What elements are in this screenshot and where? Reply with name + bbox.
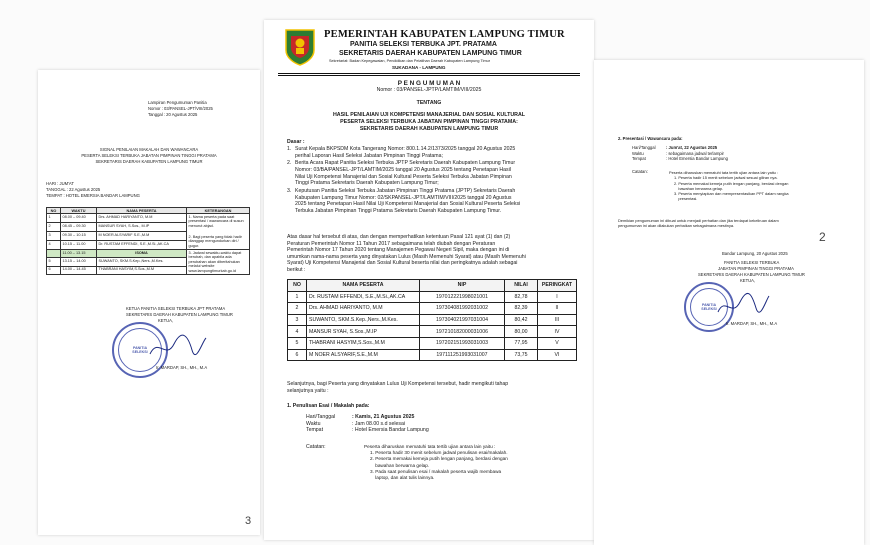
dasar-text: Tinggi Pratama Sekretaris Daerah Kabupaten Lampung Timur; [295, 180, 439, 187]
dasar-text: Terbuka Jabatan Pimpinan Tinggi Pratama Sekretaris Daerah Kabupaten Lampung Timur. [295, 207, 502, 214]
cell: 09.30 – 10.15 [61, 232, 97, 241]
cell-rank: IV [538, 326, 577, 338]
detail-value: : Kamis, 21 Agustus 2025 [352, 414, 415, 420]
sign-place: Bandar Lampung, 20 Agustus 2025 [722, 251, 788, 256]
dasar-item [287, 146, 582, 159]
cell-name: M NOER ALSYARIF,S.E.,M.M [307, 349, 420, 361]
sign-title: KETUA, [158, 318, 174, 323]
cell: 11.00 – 13.15 [61, 249, 97, 257]
cell-nip: 197304021997031004 [420, 314, 505, 326]
after-table-text [287, 381, 508, 394]
cell: 08.00 – 09.40 [61, 214, 97, 223]
dasar-text: Nilai Uji Kompetensi Manajerial dan Sosial Kultural Peserta Seleksi Terbuka Jabatan Pimpinan [295, 173, 512, 180]
cell [47, 249, 61, 257]
cell-no: 5 [288, 337, 307, 349]
sign-title: KETUA PANITIA SELEKSI TERBUKA JPT PRATAMA [126, 306, 226, 311]
catatan-line: bawahan berwarna gelap. [674, 185, 724, 191]
cell-nip: 197111251993031007 [420, 349, 505, 361]
sign-title: SEKRETARIS DAERAH KABUPATEN LAMPUNG TIMUR [126, 312, 233, 317]
document-page-3 [38, 70, 260, 535]
section-2-details [632, 145, 728, 162]
cell-nip: 197012221998021001 [420, 291, 505, 303]
cell: 08.45 – 09.30 [61, 223, 97, 232]
detail-value: : sebagaimana jadwal terlampir [666, 150, 724, 156]
document-page-1 [264, 20, 594, 540]
score-table [287, 279, 577, 361]
para-line: Pemerintah Nomor 17 Tahun 2020 tentang Manajemen Pegawai Negeri Sipil, maka dengan ini di [287, 247, 510, 254]
catatan-label: Catatan: [306, 444, 326, 450]
sign-title: KETUA, [740, 278, 756, 283]
dasar-text: perihal Laporan Hasil Seleksi Jabatan Pimpinan Tinggi Pratama; [295, 152, 443, 159]
signer-name: Ir. MARDAP, SH., MH., M.A [156, 365, 208, 370]
note: 1. Nama peserta pada saat presentasi / wawancara di susun menurut abjad. [188, 214, 244, 228]
detail-label: Waktu [632, 150, 644, 156]
cell-nip: 197304081992031002 [420, 303, 505, 315]
announcement-heading: P E N G U M U M A N [397, 80, 461, 87]
dasar-num: 1. [287, 146, 292, 152]
catatan-line: 2. Peserta memakai kemeja putih lengan panjang, berdasi dengan [674, 180, 789, 186]
cell: 10.15 – 11.00 [61, 241, 97, 250]
committee-title-2: SEKRETARIS DAERAH KABUPATEN LAMPUNG TIMUR [339, 50, 522, 57]
schedule-title: SEKRETARIS DAERAH KABUPATEN LAMPUNG TIMUR [95, 159, 203, 164]
signature [148, 332, 208, 362]
sign-title: SEKRETARIS DAERAH KABUPATEN LAMPUNG TIMUR [698, 272, 805, 277]
col-header: NAMA PESERTA [97, 208, 187, 214]
page-number: 3 [245, 515, 252, 527]
table-row [47, 214, 250, 223]
schedule-meta: TANGGAL : 22 Agustus 2025 [46, 187, 101, 192]
letterhead-rule [278, 73, 580, 76]
subject-line: HASIL PENILAIAN UJI KOMPETENSI MANAJERIAL DAN SOSIAL KULTURAL [332, 112, 526, 118]
subject-line: PESERTA SELEKSI TERBUKA JABATAN PIMPINAN TINGGI PRATAMA: [340, 119, 518, 125]
cell-rank: II [538, 303, 577, 315]
schedule-table [46, 207, 250, 275]
catatan-line: 1. Peserta hadir 15 menit sebelum jadwal sesuai giliran nya. [674, 175, 778, 181]
cell: MANSUR SYAH, S.Sos., M.IP [97, 223, 187, 232]
cell: 13.15 – 14.00 [61, 258, 97, 266]
catatan-line: bawahan berwarna gelap. [370, 462, 430, 468]
announcement-number: Nomor : 03/PANSEL-JPTP/LAMTIM/VIII/2025 [376, 87, 482, 93]
stamp-label: PANITIA SELEKSI [701, 303, 717, 311]
cell: M NOER ALSYARIF S.E.,M.M [97, 232, 187, 241]
para-line: Selanjutnya, bagi Peserta yang dinyatakan Lulus Uji Kompetensi tersebut, hadir mengikuti tahap [287, 381, 509, 387]
para-line: Peraturan Pemerintah Nomor 11 Tahun 2017 sebagaimana telah diubah dengan Peraturan [287, 240, 496, 247]
cell-score: 80,42 [505, 314, 538, 326]
committee-title: PANITIA SELEKSI TERBUKA JPT. PRATAMA [350, 41, 497, 48]
detail-label: Hari/Tanggal [306, 414, 336, 420]
cell-score: 82,78 [505, 291, 538, 303]
table-row [288, 349, 577, 361]
cell-name: Dr. RUSTAM EFFENDI, S.E.,M.Si.,AK.CA [307, 291, 420, 303]
detail-value: : Jum'at, 22 Agustus 2025 [666, 145, 718, 150]
dasar-text: Kabupaten Lampung Timur Nomor: 02/SKPANSEL-JPT/LAMTIM/VIII/2025 tanggal 20 Agustus [295, 194, 512, 201]
cell: Dr. RUSTAM EFFENDI, S.E.,M.Si.,AK.CA [97, 241, 187, 250]
table-row [288, 314, 577, 326]
signature [716, 292, 771, 320]
detail-value: : Jam 08.00 s.d selesai [352, 420, 406, 427]
catatan-line: laptop, dan alat tulis lainnya. [370, 475, 435, 481]
cell: 6 [47, 266, 61, 274]
para-line: Atas dasar hal tersebut di atas, dan dengan memperhatikan ketentuan Pasal 121 ayat (1) dan (2) [287, 234, 511, 240]
dasar-text: Keputusan Panitia Seleksi Terbuka Jabatan Pimpinan Tinggi Pratama (JPTP) Sekretaris Daerah [295, 187, 516, 194]
body-paragraph [287, 234, 526, 274]
section-1-details [306, 414, 429, 434]
letterhead-address: Sekretariat: Badan Kepegawaian, Pendidikan dan Pelatihan Daerah Kabupaten Lampung Timur [329, 59, 491, 63]
cell: 5 [47, 258, 61, 266]
page-number: 2 [819, 230, 826, 244]
document-page-2 [594, 60, 864, 545]
signer-name: Ir. MARDAP, SH., MH., M.A [726, 321, 778, 326]
dasar-item [287, 188, 582, 214]
cell: 14.00 – 14.45 [61, 266, 97, 274]
note: 3. Jadwal sewaktu-waktu dapat berubah, dan apabila ada perubahan akan diberitahukan melalui website www.lampungtimurkab.go.id [188, 250, 242, 273]
detail-label: Hari/Tanggal [632, 145, 656, 150]
catatan-line: 3. Peserta menyiapkan dan mempresentasikan PPT dalam rangka [674, 191, 789, 197]
tentang-label: TENTANG [416, 100, 442, 106]
para-line: Syarat) Uji Kompetensi Manajerial dan Sosial Kultural beserta nilai dan peringkatnya adalah sebagai [287, 260, 518, 267]
letterhead-city: SUKADANA - LAMPUNG [392, 65, 446, 70]
cell: 4 [47, 241, 61, 250]
cell-name: Drs. AHMAD HARIYANTO, M.M [307, 303, 420, 315]
cell-score: 73,75 [505, 349, 538, 361]
cell-name: SUWANTO, SKM.S.Kep.,Ners.,M.Kes. [307, 314, 420, 326]
cell-rank: I [538, 291, 577, 303]
cell: ISOMA [97, 249, 187, 257]
catatan-line: Peserta diharuskan mematuhi tata tertib ujian antara lain yaitu : [364, 444, 496, 449]
detail-value: : Hotel Emersia Bandar Lampung [666, 156, 728, 161]
dasar-text: Berita Acara Rapat Panitia Seleksi Terbuka JPTP Sekretaris Daerah Kabupaten Lampung Timur [295, 160, 516, 167]
col-header: KETERANGAN [187, 208, 250, 214]
para-line: berikut : [287, 266, 306, 273]
closing-line: pengumuman ini akan dilakukan perbaikan sebagaimana mestinya. [618, 223, 735, 229]
lampiran-line: Tanggal : 20 Agustus 2025 [148, 112, 198, 117]
table-row [288, 326, 577, 338]
subject-line: SEKRETARIS DAERAH KABUPATEN LAMPUNG TIMUR [359, 126, 499, 132]
gov-title: PEMERINTAH KABUPATEN LAMPUNG TIMUR [324, 29, 565, 40]
cell: 2 [47, 223, 61, 232]
para-line: umumkan nama-nama peserta yang dinyatakan Lulus (Masih Memenuhi Syarat) atau (Masih Memenuhi [287, 253, 526, 260]
catatan-line: presentasi. [674, 196, 698, 202]
catatan-list [364, 444, 508, 481]
detail-value: : Hotel Emersia Bandar Lampung [352, 427, 429, 434]
catatan-line: Peserta diharuskan mematuhi tata tertib ujian antara lain yaitu : [669, 170, 778, 175]
note: 2. Bagi peserta yang tidak hadir dianggap mengundurkan diri / gugur. [188, 234, 242, 248]
dasar-label: Dasar : [287, 139, 305, 145]
section-1-heading: 1. Penulisan Esai / Makalah pada: [287, 403, 370, 409]
lampiran-line: Lampiran Pengumuman Panitia [148, 100, 207, 105]
cell-rank: VI [538, 349, 577, 361]
dasar-text: 2025 tentang Penetapan Hasil Nilai Uji Kompetensi Manajerial dan Sosial Kultural Peserta Seleksi [295, 201, 521, 208]
dasar-item [287, 160, 582, 186]
table-row [288, 303, 577, 315]
dasar-text: Nomor: 03/BA/PANSEL-JPT/LAMTIM/2025 tanggal 20 Agustus 2025 tentang Penetapan Hasil [295, 166, 511, 173]
dasar-num: 2. [287, 160, 292, 167]
cell-score: 77,95 [505, 337, 538, 349]
cell-score: 80,00 [505, 326, 538, 338]
cell: SUWANTO, SKM.S.Kep.,Ners.,M.Kes. [97, 258, 187, 266]
cell-name: THABRANI HASYIM,S.Sos.,M.M [307, 337, 420, 349]
cell-rank: V [538, 337, 577, 349]
table-row [288, 337, 577, 349]
cell: THABRANI HASYIM,S.Sos.,M.M [97, 266, 187, 274]
dasar-num: 3. [287, 187, 292, 194]
notes-cell [187, 214, 250, 250]
catatan-line: 2. Peserta memakai kemeja putih lengan panjang, berdasi dengan [370, 456, 508, 462]
catatan-line: 3. Pada saat penulisan esai / makalah peserta wajib membawa [370, 468, 502, 474]
dasar-list [287, 146, 582, 214]
sign-title: PANITIA SELEKSI TERBUKA [724, 260, 780, 265]
cell-no: 6 [288, 349, 307, 361]
cell-rank: III [538, 314, 577, 326]
lampiran-line: Nomor : 03/PANSEL-JPT/VIII/2025 [148, 106, 213, 111]
notes-cell [187, 249, 250, 274]
col-header: PERINGKAT [538, 280, 577, 292]
col-header: NILAI [505, 280, 538, 292]
schedule-title: SIGNAL PENILAIAN MAKALAH DAN WAWANCARA [99, 147, 199, 152]
closing-paragraph [618, 218, 779, 229]
cell-no: 3 [288, 314, 307, 326]
cell: 3 [47, 232, 61, 241]
schedule-meta: TEMPAT : HOTEL EMERSIA BANDAR LAMPUNG [46, 193, 140, 198]
sign-title: JABATAN PIMPINAN TINGGI PRATAMA [718, 266, 794, 271]
col-header: NO [47, 208, 61, 214]
stamp-label: PANITIA SELEKSI [132, 346, 148, 354]
cell-no: 1 [288, 291, 307, 303]
cell: 1 [47, 214, 61, 223]
cell-no: 4 [288, 326, 307, 338]
catatan-list [669, 170, 789, 202]
schedule-meta: HARI : JUM'AT [46, 181, 74, 186]
col-header: WAKTU [61, 208, 97, 214]
catatan-label: Catatan: [632, 169, 648, 174]
section-2-heading: 2. Presentasi / Wawancara pada: [618, 136, 683, 141]
detail-label: Tempat [632, 156, 646, 161]
cell-no: 2 [288, 303, 307, 315]
schedule-title: PESERTA SELEKSI TERBUKA JABATAN PIMPINAN TINGGI PRATAMA [81, 153, 217, 158]
para-line: selanjutnya yaitu : [287, 387, 329, 394]
closing-line: Demikian pengumuman ini dibuat untuk menjadi perhatian dan jika terdapat kekeliruan dalam [618, 218, 779, 223]
catatan-line: 1. Peserta hadir 30 menit sebelum jadwal penulisan esai/makalah. [370, 450, 508, 456]
cell: Drs. AHMAD HARIYANTO, M.M [97, 214, 187, 223]
regency-logo-icon [284, 28, 316, 66]
cell-nip: 197202151993031003 [420, 337, 505, 349]
detail-label: Waktu [306, 420, 321, 427]
dasar-text: Surat Kepala BKPSDM Kota Tangerang Nomor: 800.1.14.2/1373/2025 tanggal 20 Agustus 2025 [295, 146, 516, 152]
table-row [288, 291, 577, 303]
cell-score: 82,39 [505, 303, 538, 315]
col-header: NIP [420, 280, 505, 292]
cell-nip: 197210182000031006 [420, 326, 505, 338]
table-row-isoma [47, 249, 250, 257]
cell-name: MANSUR SYAH, S.Sos.,M.IP [307, 326, 420, 338]
detail-label: Tempat [306, 427, 324, 434]
col-header: NO [288, 280, 307, 292]
col-header: NAMA PESERTA [307, 280, 420, 292]
